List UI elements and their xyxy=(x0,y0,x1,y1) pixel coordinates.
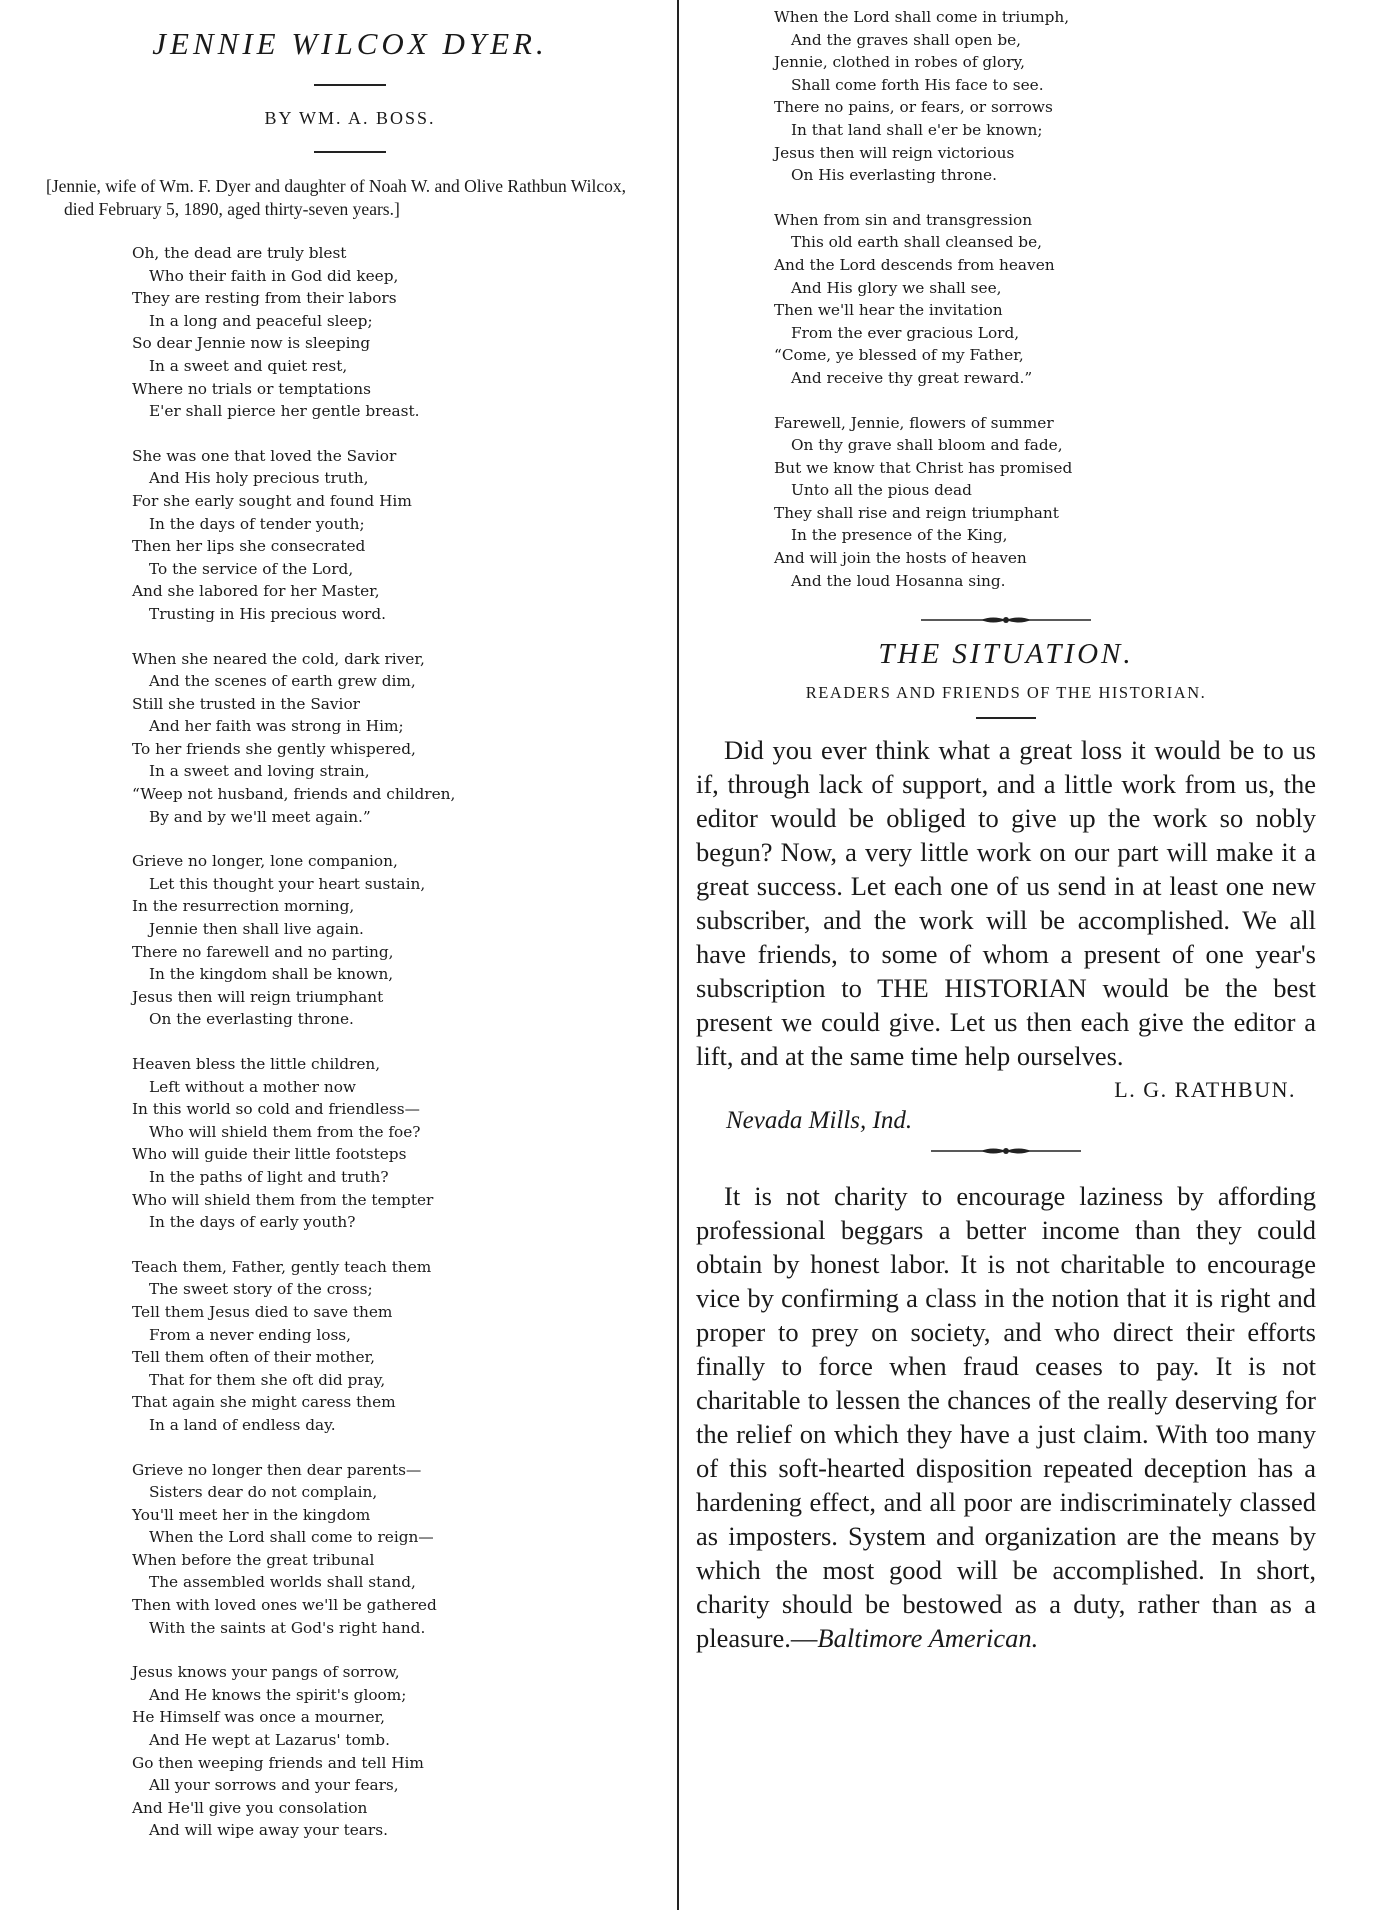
poem-line: Jesus knows your pangs of sorrow, xyxy=(132,1663,400,1682)
poem-line: And He'll give you consolation xyxy=(132,1798,368,1817)
poem-line: Tell them often of their mother, xyxy=(132,1348,376,1367)
title-rule xyxy=(314,84,386,86)
poem-line: Farewell, Jennie, flowers of summer xyxy=(774,413,1054,432)
poem-line: When from sin and transgression xyxy=(774,210,1033,229)
poem-line: To her friends she gently whispered, xyxy=(132,739,416,758)
section-title: THE SITUATION. xyxy=(878,638,1134,671)
poem-line: In this world so cold and friendless— xyxy=(132,1100,420,1119)
section-subtitle: READERS AND FRIENDS OF THE HISTORIAN. xyxy=(805,683,1207,703)
poem-line: And the graves shall open be, xyxy=(791,30,1022,49)
article-source: Baltimore American. xyxy=(817,1623,1039,1654)
biographical-note: [Jennie, wife of Wm. F. Dyer and daughter of Noah W. and Olive Rathbun Wilcox, died February 5, 1890, aged thirty-seven years.] xyxy=(46,176,626,219)
poem-line: That again she might caress them xyxy=(132,1393,396,1412)
poem-line: When before the great tribunal xyxy=(132,1550,375,1569)
poem-stanza xyxy=(132,1661,660,1842)
poem-line: On the everlasting throne. xyxy=(149,1010,354,1029)
subtitle-rule xyxy=(976,717,1036,719)
poem-line: And He wept at Lazarus' tomb. xyxy=(149,1731,390,1750)
poem-line: The sweet story of the cross; xyxy=(149,1280,373,1299)
poem-line: And the loud Hosanna sing. xyxy=(791,571,1006,590)
poem-line: So dear Jennie now is sleeping xyxy=(132,334,371,353)
right-column xyxy=(696,6,1316,1655)
poem-line: And His glory we shall see, xyxy=(791,278,1002,297)
poem-line: In the days of early youth? xyxy=(149,1213,356,1232)
poem-line: And the scenes of earth grew dim, xyxy=(149,672,416,691)
poem-line: Jennie, clothed in robes of glory, xyxy=(774,53,1026,72)
poem-left-stanzas xyxy=(40,242,660,1842)
poem-line: Jesus then will reign triumphant xyxy=(132,987,384,1006)
poem-line: From a never ending loss, xyxy=(149,1325,352,1344)
poem-line: And she labored for her Master, xyxy=(132,582,380,601)
poem-line: They shall rise and reign triumphant xyxy=(774,503,1059,522)
poem-line: Then we'll hear the invitation xyxy=(774,301,1003,320)
poem-line: Oh, the dead are truly blest xyxy=(132,244,347,262)
poem-line: There no farewell and no parting, xyxy=(132,942,394,961)
poem-line: And His holy precious truth, xyxy=(149,469,369,488)
ornament-divider-2-icon xyxy=(931,1145,1081,1157)
byline-rule xyxy=(314,151,386,153)
poem-line: You'll meet her in the kingdom xyxy=(132,1505,371,1524)
poem-line: By and by we'll meet again.” xyxy=(149,807,371,826)
byline: BY WM. A. BOSS. xyxy=(264,108,436,128)
poem-line: Sisters dear do not complain, xyxy=(149,1483,378,1502)
poem-line: And will join the hosts of heaven xyxy=(774,549,1027,568)
poem-line: And her faith was strong in Him; xyxy=(149,717,404,736)
poem-line: In the days of tender youth; xyxy=(149,514,365,533)
poem-line: Where no trials or temptations xyxy=(132,379,371,398)
poem-line: When the Lord shall come to reign— xyxy=(149,1528,434,1547)
poem-line: In the resurrection morning, xyxy=(132,897,355,916)
poem-line: In a long and peaceful sleep; xyxy=(149,311,373,330)
poem-line: In a sweet and loving strain, xyxy=(149,762,370,781)
poem-line: And He knows the spirit's gloom; xyxy=(149,1685,407,1704)
poem-line: To the service of the Lord, xyxy=(149,559,354,578)
article-charity-text: It is not charity to encourage laziness by affording professional beggars a better income than they could obtain by honest labor. It is not charitable to encourage vice by confirming a class in the notion that it is right and proper to prey on society, and who direct their efforts finally to force when fraud ceases to pay. It is not charitable to lessen the chances of the really deserving for the relief on which they have a just claim. With too many of this soft-hearted disposition repeated deception has a hardening effect, and all poor are indiscriminately classed as imposters. System and organization are the means by which the most good will be accomplished. In short, charity should be bestowed as a duty, rather than as a pleasure.— xyxy=(696,1181,1316,1654)
article-situation: Did you ever think what a great loss it would be to us if, through lack of support, and a little work from us, the editor would be obliged to give up the work so nobly begun? Now, a very little work on our part will make it a great success. Let each one of us send in at least one new subscriber, and the work will be accomplished. We all have friends, to some of whom a present of one year's subscription to THE HISTORIAN would be the best present we could give. Let us then each give the editor a lift, and at the same time help ourselves. xyxy=(696,735,1316,1072)
ornament-divider-icon xyxy=(921,614,1091,626)
poem-line: “Weep not husband, friends and children, xyxy=(132,785,456,804)
poem-line: Who will shield them from the tempter xyxy=(132,1190,434,1209)
poem-line: Teach them, Father, gently teach them xyxy=(132,1257,432,1276)
poem-line: Who will guide their little footsteps xyxy=(132,1145,407,1164)
poem-stanza xyxy=(774,6,1316,187)
poem-line: For she early sought and found Him xyxy=(132,491,412,510)
poem-line: Still she trusted in the Savior xyxy=(132,694,360,713)
poem-line: Unto all the pious dead xyxy=(791,481,972,500)
poem-line: In that land shall e'er be known; xyxy=(791,120,1043,139)
poem-line: The assembled worlds shall stand, xyxy=(149,1573,416,1592)
poem-line: In the paths of light and truth? xyxy=(149,1167,389,1186)
poem-line: E'er shall pierce her gentle breast. xyxy=(149,402,420,421)
left-column xyxy=(40,18,660,1864)
poem-line: “Come, ye blessed of my Father, xyxy=(774,346,1024,365)
poem-line: He Himself was once a mourner, xyxy=(132,1708,386,1727)
poem-line: Grieve no longer then dear parents— xyxy=(132,1460,422,1479)
poem-line: Jesus then will reign victorious xyxy=(774,143,1015,162)
poem-line: Left without a mother now xyxy=(149,1077,357,1096)
poem-line: In a sweet and quiet rest, xyxy=(149,356,348,375)
poem-line: That for them she oft did pray, xyxy=(149,1370,386,1389)
poem-stanza xyxy=(132,445,660,626)
poem-line: Grieve no longer, lone companion, xyxy=(132,852,398,871)
poem-line: There no pains, or fears, or sorrows xyxy=(774,98,1053,117)
poem-line: On His everlasting throne. xyxy=(791,166,997,185)
poem-line: Trusting in His precious word. xyxy=(149,604,386,623)
poem-line: They are resting from their labors xyxy=(132,289,397,308)
poem-stanza xyxy=(132,850,660,1031)
poem-line: On thy grave shall bloom and fade, xyxy=(791,436,1063,455)
poem-stanza xyxy=(774,412,1316,593)
poem-line: Jennie then shall live again. xyxy=(149,920,364,939)
dateline-place: Nevada Mills, Ind. xyxy=(726,1107,913,1135)
article-charity xyxy=(696,1179,1316,1655)
poem-line: But we know that Christ has promised xyxy=(774,458,1073,477)
poem-line: Tell them Jesus died to save them xyxy=(132,1302,393,1321)
poem-line: Shall come forth His face to see. xyxy=(791,75,1044,94)
poem-line: In the kingdom shall be known, xyxy=(149,965,394,984)
poem-stanza xyxy=(774,209,1316,390)
poem-title: JENNIE WILCOX DYER. xyxy=(152,26,548,61)
poem-stanza xyxy=(132,1459,660,1640)
poem-line: In the presence of the King, xyxy=(791,526,1008,545)
column-divider xyxy=(677,0,679,1910)
poem-stanza xyxy=(132,648,660,829)
poem-right-stanzas xyxy=(696,6,1316,592)
poem-line: Let this thought your heart sustain, xyxy=(149,874,426,893)
poem-line: Who will shield them from the foe? xyxy=(149,1122,421,1141)
poem-stanza xyxy=(132,1256,660,1437)
poem-line: Who their faith in God did keep, xyxy=(149,266,399,285)
poem-line: This old earth shall cleansed be, xyxy=(791,233,1042,252)
poem-line: In a land of endless day. xyxy=(149,1415,336,1434)
poem-line: With the saints at God's right hand. xyxy=(149,1618,426,1637)
signature: L. G. RATHBUN. xyxy=(1114,1077,1296,1103)
poem-line: Then with loved ones we'll be gathered xyxy=(132,1596,437,1615)
poem-line: Go then weeping friends and tell Him xyxy=(132,1753,424,1772)
poem-stanza xyxy=(132,242,660,423)
poem-line: She was one that loved the Savior xyxy=(132,446,397,465)
poem-line: And the Lord descends from heaven xyxy=(774,255,1055,274)
poem-line: All your sorrows and your fears, xyxy=(149,1776,399,1795)
poem-line: Heaven bless the little children, xyxy=(132,1055,381,1073)
poem-line: And receive thy great reward.” xyxy=(791,368,1033,387)
poem-line: When she neared the cold, dark river, xyxy=(132,649,425,668)
poem-line: When the Lord shall come in triumph, xyxy=(774,8,1070,26)
poem-line: Then her lips she consecrated xyxy=(132,537,366,556)
poem-line: And will wipe away your tears. xyxy=(149,1821,388,1840)
poem-line: From the ever gracious Lord, xyxy=(791,323,1020,342)
poem-stanza xyxy=(132,1053,660,1234)
